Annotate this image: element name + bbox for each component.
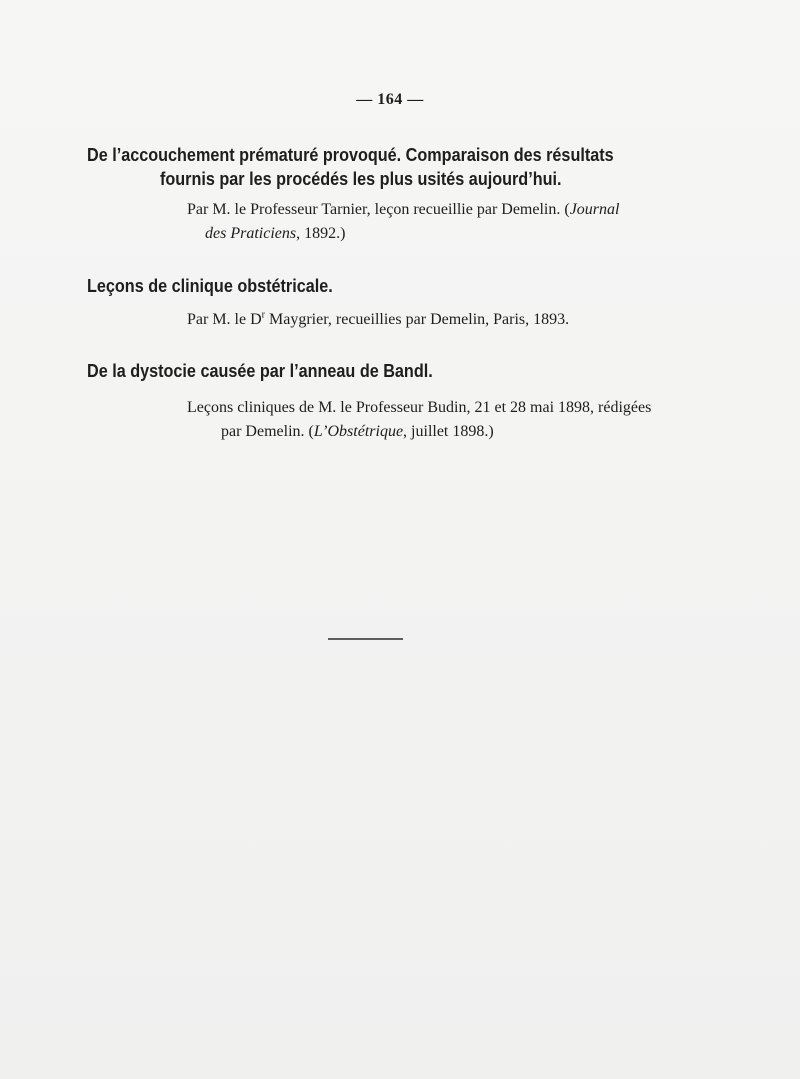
entry-detail-year: , 1892.) — [296, 225, 346, 242]
section-divider — [328, 638, 403, 640]
entry-detail — [187, 307, 569, 333]
entry-detail-continued — [205, 221, 345, 247]
entry-detail-text: Maygrier, recueillies par Demelin, Paris, 1893. — [265, 311, 570, 328]
journal-title: Journal — [569, 201, 620, 218]
entry-title: De la dystocie causée par l’anneau de Bandl. — [87, 361, 433, 381]
abbrev-superscript: r — [261, 309, 265, 321]
entry-detail-year: , juillet 1898.) — [403, 423, 494, 440]
entry-detail-text: Par M. le D — [187, 311, 262, 328]
entry-detail-text: par Demelin. ( — [221, 423, 314, 440]
entry-title-continued: fournis par les procédés les plus usités aujourd’hui. — [160, 169, 562, 189]
journal-title: L’Obstétrique — [313, 423, 404, 440]
entry-detail-text: Par M. le Professeur Tarnier, leçon recueillie par Demelin. ( — [187, 201, 570, 218]
entry-detail-continued — [221, 419, 494, 445]
entry-title: De l’accouchement prématuré provoqué. Comparaison des résultats — [87, 145, 614, 165]
entry-detail — [187, 197, 619, 223]
page-number: — 164 — — [356, 91, 424, 108]
entry-detail-text: Leçons cliniques de M. le Professeur Budin, 21 et 28 mai 1898, rédigées — [187, 399, 652, 416]
journal-title-continued: des Praticiens — [205, 225, 297, 242]
entry-title: Leçons de clinique obstétricale. — [87, 276, 333, 296]
entry-detail — [187, 395, 651, 421]
